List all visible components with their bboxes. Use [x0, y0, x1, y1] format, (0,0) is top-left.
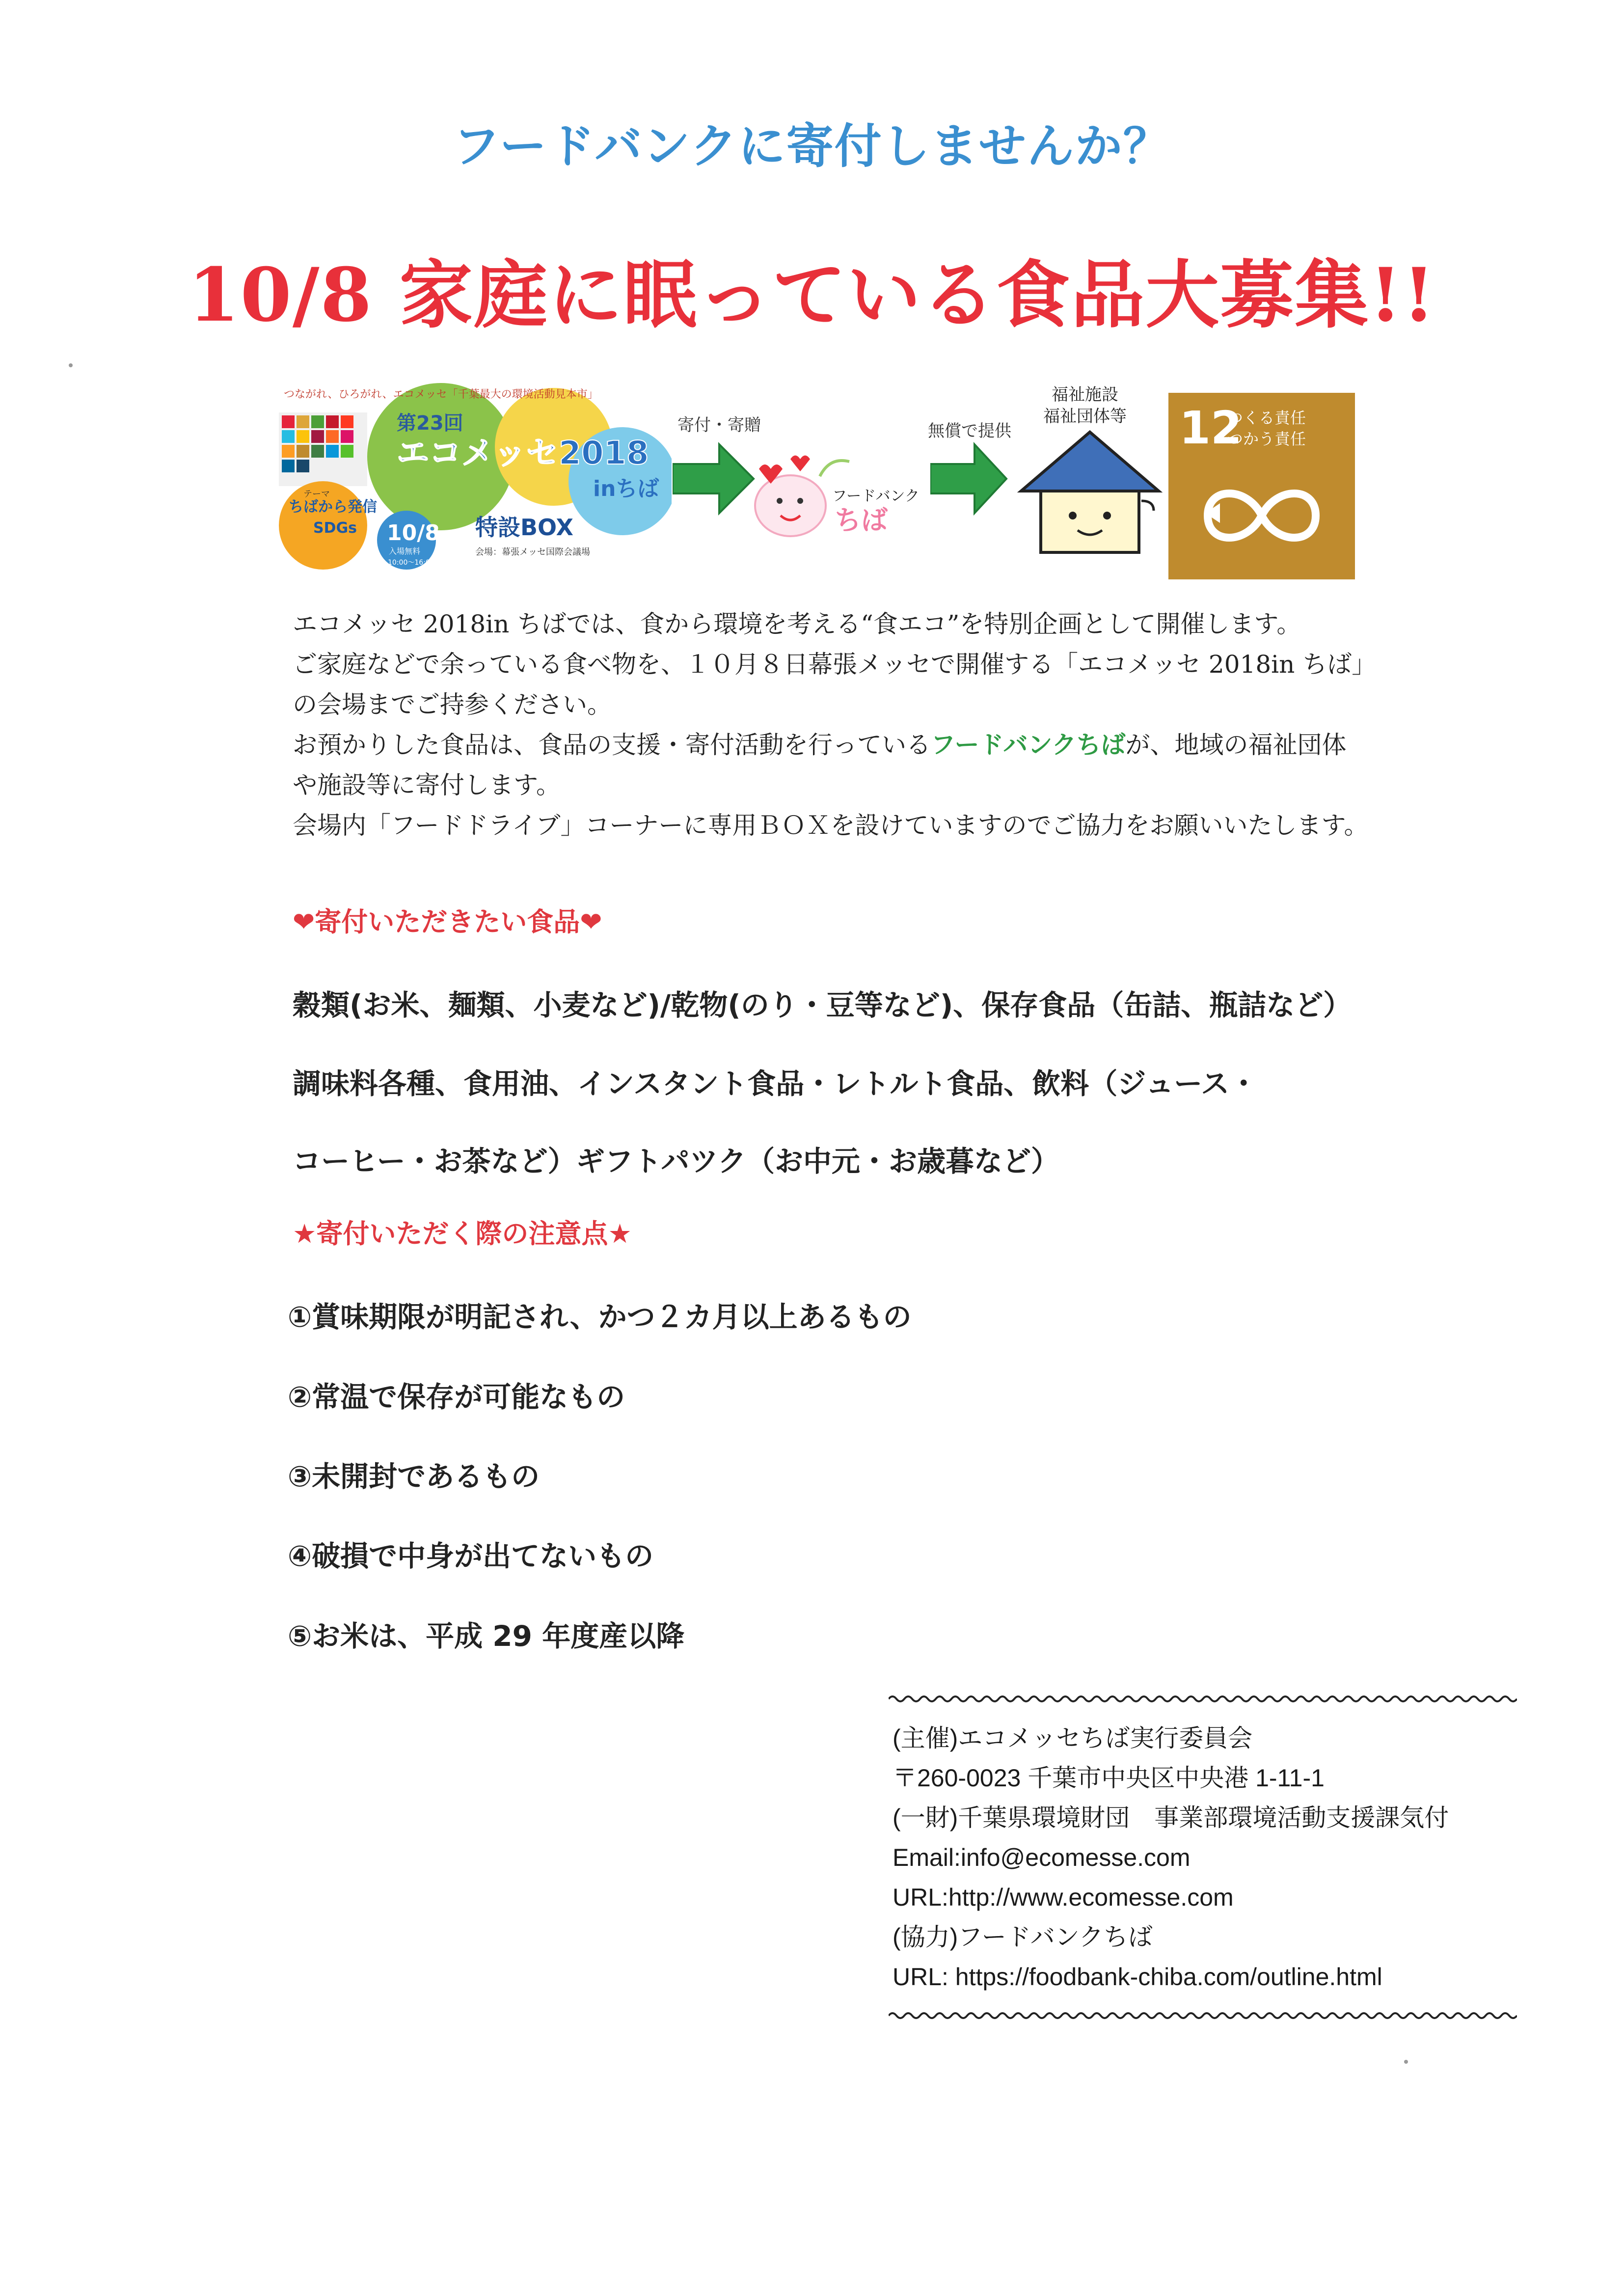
scan-speck: [1404, 2060, 1408, 2064]
intro-line-4: [293, 725, 1471, 765]
intro-paragraph: [293, 604, 1471, 846]
foodbank-chiba-logo: [751, 432, 938, 550]
intro-line-4-c: が、地域の福祉団体: [1125, 731, 1347, 759]
ecomesse-banner: [279, 383, 672, 572]
house-icon: [1016, 427, 1164, 560]
sdg-goal-text: [1227, 408, 1306, 450]
banner-edition: 第23回: [397, 412, 463, 435]
note-item: ④破損で中身が出てないもの: [288, 1539, 654, 1573]
sdg-number: 12: [1179, 402, 1243, 454]
banner-date: 10/8: [387, 520, 440, 546]
note-item: ②常温で保存が可能なもの: [288, 1380, 625, 1414]
wanted-foods-line: コーヒー・お茶など）ギフトパツク（お中元・お歳暮など）: [293, 1145, 1059, 1178]
foodbank-chiba-name: フードバンクちば: [931, 730, 1126, 759]
intro-line-1: エコメッセ 2018in ちばでは、食から環境を考える“食エコ”を特別企画として開催します。: [293, 610, 1301, 638]
wavy-divider: [889, 1692, 1517, 1706]
contact-block: [893, 1719, 1449, 1997]
cooperation-url: URL: https://foodbank-chiba.com/outline.html: [893, 1963, 1382, 1991]
wanted-foods-line: 調味料各種、食用油、インスタント食品・レトルト食品、飲料（ジュース・: [293, 1067, 1258, 1100]
sdg-text-line-2: つかう責任: [1227, 430, 1306, 449]
intro-line-6: 会場内「フードドライブ」コーナーに専用ＢＯＸを設けていますのでご協力をお願いいたします。: [293, 811, 1369, 840]
sdg-12-icon: [1168, 393, 1355, 579]
address: 〒260-0023 千葉市中央区中央港 1-11-1: [893, 1764, 1325, 1792]
office: (一財)千葉県環境財団 事業部環境活動支援課気付: [893, 1804, 1449, 1831]
facility-label-line-1: 福祉施設: [1052, 385, 1118, 405]
page-subtitle: フードバンクに寄付しませんか？: [453, 119, 1171, 174]
foodbank-logo-name: ちば: [835, 505, 888, 536]
intro-line-3: の会場までご持参ください。: [293, 690, 612, 719]
right-arrow-icon: [673, 442, 756, 516]
infinity-icon: [1188, 476, 1335, 555]
banner-hours: 10:00〜16:00: [388, 559, 434, 567]
ecomesse-banner-graphic: [279, 383, 672, 572]
banner-event-name: エコメッセ2018: [397, 434, 649, 472]
banner-special-box: 特設BOX: [475, 514, 573, 541]
scan-speck: [69, 363, 73, 367]
note-item: ③未開封であるもの: [288, 1460, 540, 1493]
intro-line-2: ご家庭などで余っている食べ物を、１０月８日幕張メッセで開催する「エコメッセ 2018in ちば」: [293, 650, 1377, 679]
facility-label-line-2: 福祉団体等: [1043, 407, 1127, 427]
banner-venue: 会場：幕張メッセ国際会議場: [475, 547, 590, 557]
note-item: ①賞味期限が明記され、かつ２カ月以上あるもの: [288, 1300, 912, 1334]
provide-arrow-label: 無償で提供: [928, 421, 1011, 441]
banner-theme-label: テーマ: [303, 489, 330, 499]
organizer: (主催)エコメッセちば実行委員会: [893, 1724, 1253, 1752]
email: Email:info@ecomesse.com: [893, 1844, 1191, 1871]
page-title: 10/8 家庭に眠っている食品大募集!!: [188, 252, 1436, 338]
sdg-text-line-1: つくる責任: [1227, 409, 1306, 427]
wanted-foods-line: 穀類(お米、麺類、小麦など)/乾物(のり・豆等など)、保存食品（缶詰、瓶詰など）: [293, 988, 1352, 1022]
banner-in-chiba: inちば: [593, 476, 659, 501]
foodbank-logo-label: フードバンク: [832, 488, 920, 505]
banner-top-text: つながれ、ひろがれ、エコメッセ「千葉最大の環境活動見本市」: [284, 388, 598, 401]
wanted-foods-heading: ❤寄付いただきたい食品❤: [293, 906, 602, 937]
banner-admission: 入場無料: [389, 547, 421, 556]
banner-sdgs: SDGs: [313, 519, 357, 537]
cooperation: (協力)フードバンクちば: [893, 1923, 1153, 1951]
notes-heading: ★寄付いただく際の注意点★: [293, 1218, 632, 1249]
donate-arrow-label: 寄付・寄贈: [677, 415, 761, 435]
right-arrow-icon: [930, 442, 1009, 516]
website-url: URL:http://www.ecomesse.com: [893, 1884, 1234, 1911]
facility-label: [1011, 384, 1159, 427]
note-item: ⑤お米は、平成 29 年度産以降: [288, 1619, 685, 1653]
intro-line-5: や施設等に寄付します。: [293, 771, 561, 799]
banner-theme: ちばから発信: [289, 498, 377, 516]
intro-line-4-a: お預かりした食品は、食品の支援・寄付活動を行っている: [293, 731, 931, 759]
wavy-divider: [889, 2008, 1517, 2023]
